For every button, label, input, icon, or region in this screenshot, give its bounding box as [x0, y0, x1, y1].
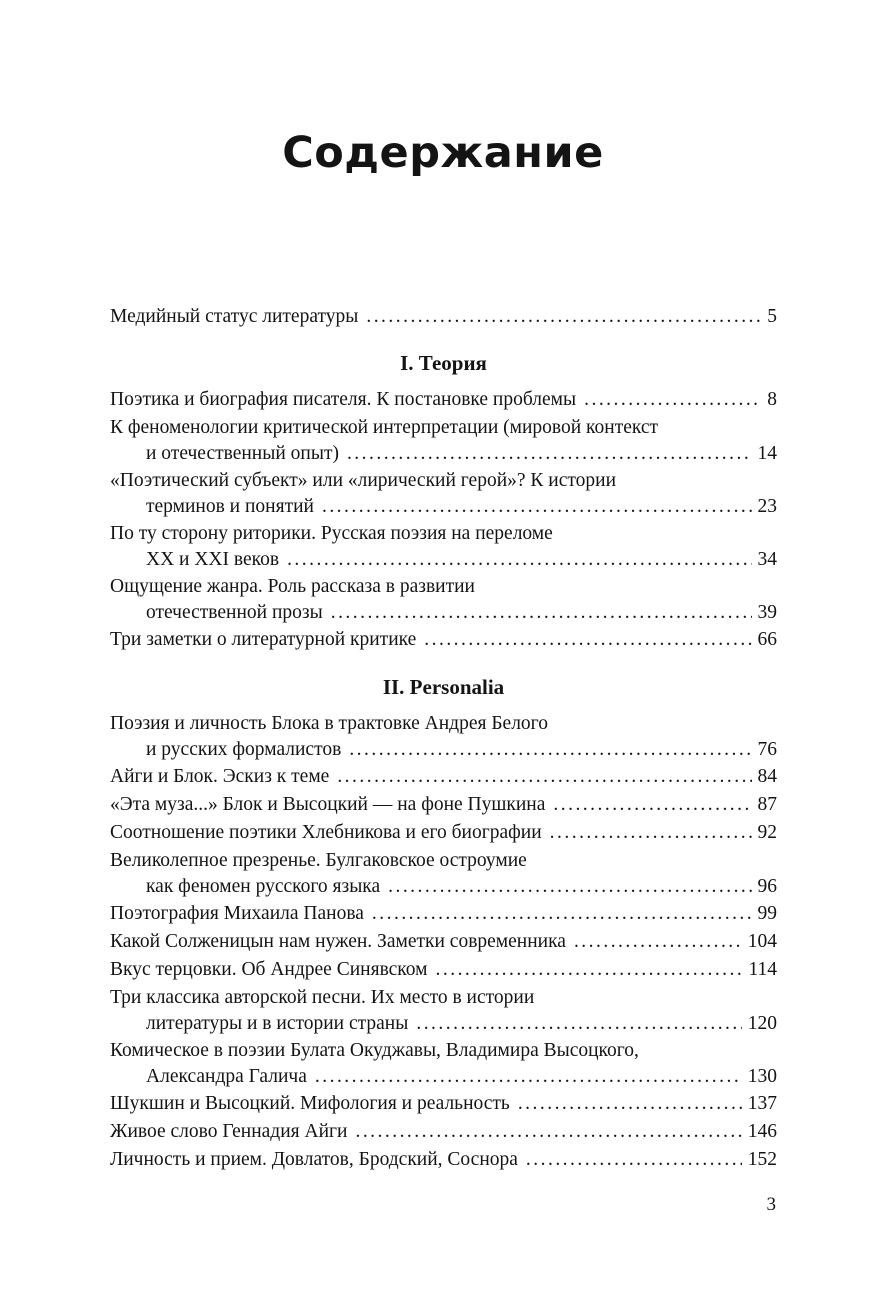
- toc-entry-title: Живое слово Геннадия Айги: [110, 1121, 348, 1142]
- toc-page-number: 120: [747, 1013, 777, 1034]
- toc-entry[interactable]: [110, 415, 777, 467]
- toc-entry[interactable]: [110, 387, 777, 413]
- toc-entry-title-cont: литературы и в истории страны: [146, 1013, 409, 1034]
- toc-entry-title: Какой Солженицын нам нужен. Заметки современника: [110, 931, 566, 952]
- toc-entry-title: Три заметки о литературной критике: [110, 629, 417, 650]
- toc-entry-title-cont: XX и XXI веков: [146, 549, 280, 570]
- section-heading-theory: I. Теория: [400, 351, 487, 375]
- toc-page-number: 5: [767, 306, 777, 327]
- toc-entry-title: Поэзия и личность Блока в трактовке Андрея Белого: [110, 713, 548, 734]
- dot-leader: [436, 957, 743, 983]
- toc-entry[interactable]: [110, 627, 777, 653]
- toc-entry-title: Великолепное презренье. Булгаковское остроумие: [110, 850, 527, 871]
- toc-entry[interactable]: [110, 820, 777, 846]
- dot-leader: [416, 1011, 741, 1037]
- dot-leader: [347, 441, 752, 467]
- toc-page-number: 114: [748, 959, 777, 980]
- dot-leader: [553, 792, 751, 818]
- toc-entry-title: Айги и Блок. Эскиз к теме: [110, 766, 330, 787]
- toc-page-number: 8: [767, 389, 777, 410]
- toc-entry-title-cont: и отечественный опыт): [146, 443, 339, 464]
- toc-entry[interactable]: [110, 1038, 777, 1090]
- toc-entry[interactable]: [110, 711, 777, 763]
- toc-entry[interactable]: [110, 468, 777, 520]
- toc-entry-title-cont: Александра Галича: [146, 1066, 307, 1087]
- toc-entry[interactable]: [110, 792, 777, 818]
- section-heading-personalia: II. Personalia: [382, 675, 505, 699]
- toc-entry[interactable]: [110, 848, 777, 900]
- dot-leader: [349, 737, 751, 763]
- dot-leader: [526, 1147, 742, 1173]
- toc-entry-title-cont: отечественной прозы: [146, 602, 323, 623]
- dot-leader: [331, 600, 752, 626]
- toc-entry[interactable]: [110, 929, 777, 955]
- toc-page-number: 76: [757, 739, 777, 760]
- dot-leader: [322, 494, 752, 520]
- toc-entry-title-cont: и русских формалистов: [146, 739, 342, 760]
- toc-page-number: 66: [757, 629, 777, 650]
- toc-entry[interactable]: [110, 1147, 777, 1173]
- dot-leader: [355, 1119, 741, 1145]
- toc-entry[interactable]: [110, 957, 777, 983]
- toc-entry[interactable]: [110, 985, 777, 1037]
- toc-entry-title: Медийный статус литературы: [110, 306, 359, 327]
- dot-leader: [424, 627, 751, 653]
- toc-entry[interactable]: [110, 1091, 777, 1117]
- toc-entry-title: Ощущение жанра. Роль рассказа в развитии: [110, 576, 475, 597]
- toc-entry-title: По ту сторону риторики. Русская поэзия на переломе: [110, 523, 553, 544]
- page-title: Содержание: [282, 128, 604, 178]
- toc-page-number: 104: [747, 931, 777, 952]
- toc-page-number: 84: [757, 766, 777, 787]
- dot-leader: [337, 764, 751, 790]
- toc-entry-title-cont: терминов и понятий: [146, 496, 314, 517]
- dot-leader: [315, 1064, 742, 1090]
- toc-entry-title: «Поэтический субъект» или «лирический герой»? К истории: [110, 470, 617, 491]
- toc-entry-title: Вкус терцовки. Об Андрее Синявском: [110, 959, 428, 980]
- dot-leader: [584, 387, 761, 413]
- toc-page-number: 152: [747, 1149, 777, 1170]
- toc-entry[interactable]: [110, 1119, 777, 1145]
- dot-leader: [366, 304, 761, 330]
- toc-page-number: 96: [757, 876, 777, 897]
- dot-leader: [287, 547, 751, 573]
- toc-page-number: 14: [757, 443, 777, 464]
- toc-entry[interactable]: [110, 764, 777, 790]
- toc-entry-title: Поэтография Михаила Панова: [110, 903, 364, 924]
- toc-entry[interactable]: [110, 901, 777, 927]
- toc-page-number: 130: [747, 1066, 777, 1087]
- table-of-contents: [110, 304, 777, 1175]
- dot-leader: [550, 820, 752, 846]
- toc-page-number: 99: [757, 903, 777, 924]
- toc-entry[interactable]: [110, 574, 777, 626]
- toc-page-number: 146: [747, 1121, 777, 1142]
- toc-page-number: 92: [757, 822, 777, 843]
- toc-entry-title: Поэтика и биография писателя. К постановке проблемы: [110, 389, 577, 410]
- toc-page-number: 23: [757, 496, 777, 517]
- toc-entry-intro[interactable]: [110, 304, 777, 330]
- toc-entry[interactable]: [110, 521, 777, 573]
- dot-leader: [388, 874, 751, 900]
- toc-entry-title: Шукшин и Высоцкий. Мифология и реальность: [110, 1093, 510, 1114]
- toc-entry-title: Три классика авторской песни. Их место в истории: [110, 987, 535, 1008]
- toc-entry-title: Комическое в поэзии Булата Окуджавы, Владимира Высоцкого,: [110, 1040, 639, 1061]
- toc-entry-title: К феноменологии критической интерпретации (мировой контекст: [110, 417, 659, 438]
- toc-entry-title: «Эта муза...» Блок и Высоцкий — на фоне Пушкина: [110, 794, 546, 815]
- toc-page-number: 39: [757, 602, 777, 623]
- toc-page-number: 87: [757, 794, 777, 815]
- dot-leader: [574, 929, 742, 955]
- toc-page-number: 34: [757, 549, 777, 570]
- toc-entry-title-cont: как феномен русского языка: [146, 876, 381, 897]
- toc-page-number: 137: [747, 1093, 777, 1114]
- toc-entry-title: Личность и прием. Довлатов, Бродский, Соснора: [110, 1149, 518, 1170]
- dot-leader: [372, 901, 752, 927]
- dot-leader: [518, 1091, 742, 1117]
- page-number: 3: [766, 1194, 776, 1215]
- toc-entry-title: Соотношение поэтики Хлебникова и его биографии: [110, 822, 542, 843]
